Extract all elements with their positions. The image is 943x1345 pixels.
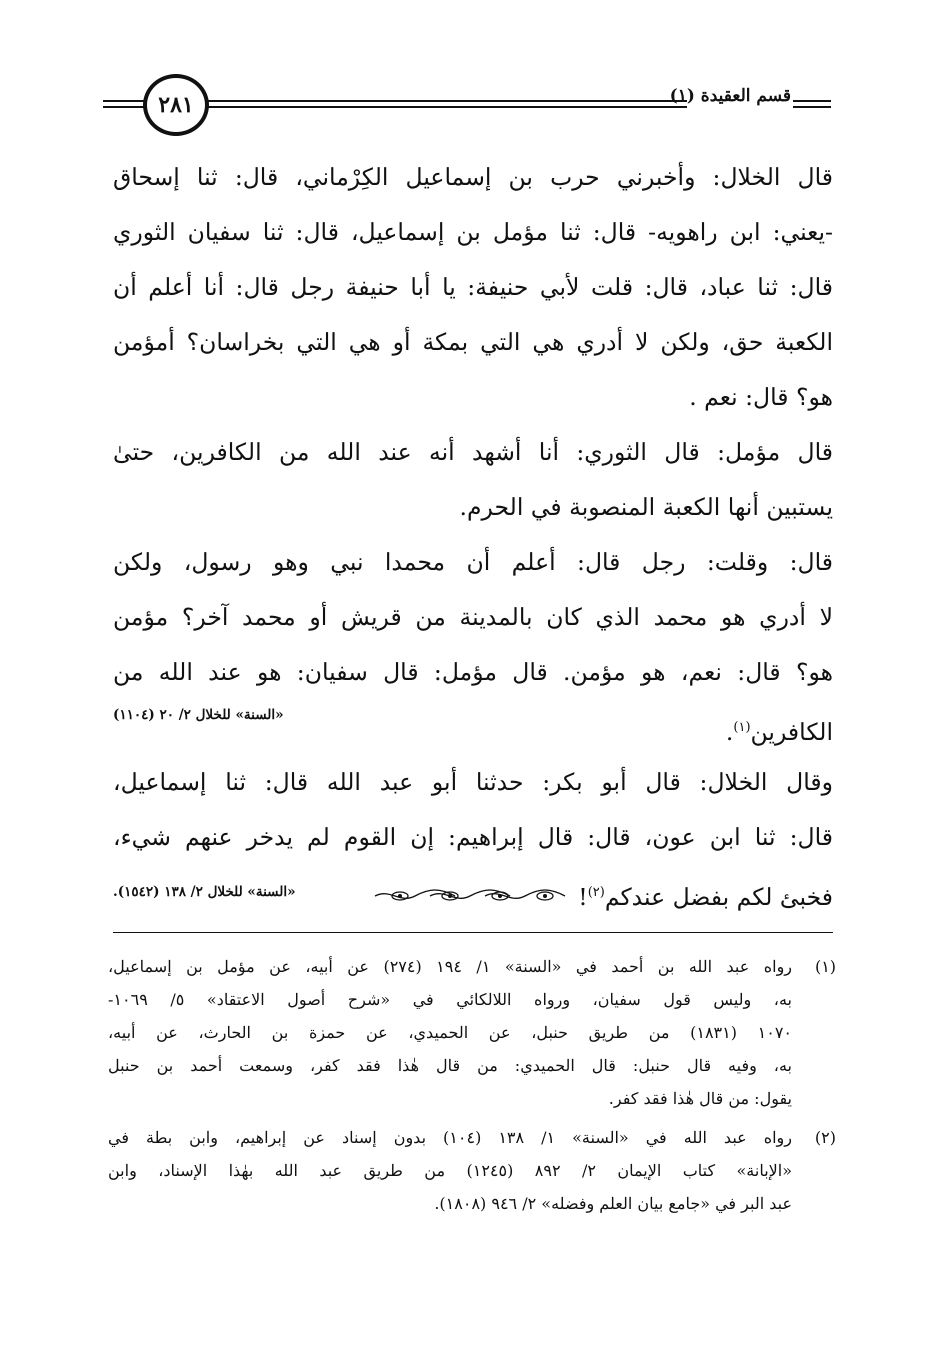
text-line: الكافرين$^{(١)}$. «السنة» للخلال ٢/ ٢٠ (١١٠٤) [113,700,833,755]
footnote-number: (٢) [814,1128,836,1147]
footnotes [108,950,836,1220]
source-reference: «السنة» للخلال ٢/ ١٣٨ (١٥٤٢). [113,884,296,900]
text-line: قال: ثنا عباد، قال: قلت لأبي حنيفة: يا أبا حنيفة رجل قال: أنا أعلم أن [113,273,833,301]
footnote-text: رواه عبد الله بن أحمد في «السنة» ١/ ١٩٤ (٢٧٤) عن أبيه، عن مؤمل بن إسماعيل، [108,957,793,976]
text-line: قال الخلال: وأخبرني حرب بن إسماعيل الكِرْماني، قال: ثنا إسحاق [113,163,833,191]
text-line: -يعني: ابن راهويه- قال: ثنا مؤمل بن إسماعيل، قال: ثنا سفيان الثوري [113,218,833,246]
footnote-line: به، وليس قول سفيان، ورواه اللالكائي في «شرح أصول الاعتقاد» ٥/ ١٠٦٩- [108,990,793,1009]
footnote-marker: (١) [733,720,751,735]
footnote-line: به، وفيه قال حنبل: قال الحميدي: من قال هٰذا فقد كفر، وسمعت أحمد بن حنبل [108,1056,792,1075]
text-fragment: ! [578,882,588,911]
ornament-divider [370,884,570,906]
text-line: وقال الخلال: قال أبو بكر: حدثنا أبو عبد الله قال: ثنا إسماعيل، [113,768,833,796]
footnote-separator [113,932,833,933]
page-number: ٢٨١ [143,74,209,136]
main-text [113,150,833,920]
header-rule [793,106,831,108]
footnote-line: عبد البر في «جامع بيان العلم وفضله» ٢/ ٩٤٦ (١٨٠٨). [434,1194,792,1213]
footnote-line: ١٠٧٠ (١٨٣١) من طريق حنبل، عن الحميدي، عن حمزة بن الحارث، عن أبيه، [108,1023,793,1042]
text-fragment: فخبئ لكم بفضل عندكم [604,882,833,911]
text-line: قال مؤمل: قال الثوري: أنا أشهد أنه عند الله من الكافرين، حتىٰ [113,438,833,466]
footnote-line: يقول: من قال هٰذا فقد كفر. [608,1089,792,1108]
text-line: قال: ثنا ابن عون، قال: قال إبراهيم: إن القوم لم يدخر عنهم شيء، [113,823,833,851]
text-line: هو؟ قال: نعم . [689,383,833,411]
text-fragment: الكافرين [750,717,833,746]
footnote-text: رواه عبد الله في «السنة» ١/ ١٣٨ (١٠٤) بدون إسناد عن إبراهيم، وابن بطة في [108,1128,792,1147]
footnote-line [108,950,836,983]
text-line: الكعبة حق، ولكن لا أدري هي التي بمكة أو هي التي بخراسان؟ أمؤمن [113,328,833,356]
header-rule [793,100,831,102]
text-line: لا أدري هو محمد الذي كان بالمدينة من قريش أو محمد آخر؟ مؤمن [113,603,833,631]
page-header [103,72,831,142]
running-title: قسم العقيدة (١) [669,86,791,106]
text-line: هو؟ قال: نعم، هو مؤمن. قال مؤمل: قال سفيان: هو عند الله من [113,658,833,686]
footnote-line [108,1121,836,1154]
footnote-marker: (٢) [587,885,605,900]
header-rule [207,100,687,102]
text-line: يستبين أنها الكعبة المنصوبة في الحرم. [459,493,833,521]
footnote-line: «الإبانة» كتاب الإيمان ٢/ ٨٩٢ (١٢٤٥) من طريق عبد الله بهٰذا الإسناد، وابن [108,1161,793,1180]
text-line: قال: وقلت: رجل قال: أعلم أن محمدا نبي وهو رسول، ولكن [113,548,833,576]
header-rule [207,106,687,108]
source-reference: «السنة» للخلال ٢/ ٢٠ (١١٠٤) [113,707,284,723]
footnote-number: (١) [814,957,837,976]
